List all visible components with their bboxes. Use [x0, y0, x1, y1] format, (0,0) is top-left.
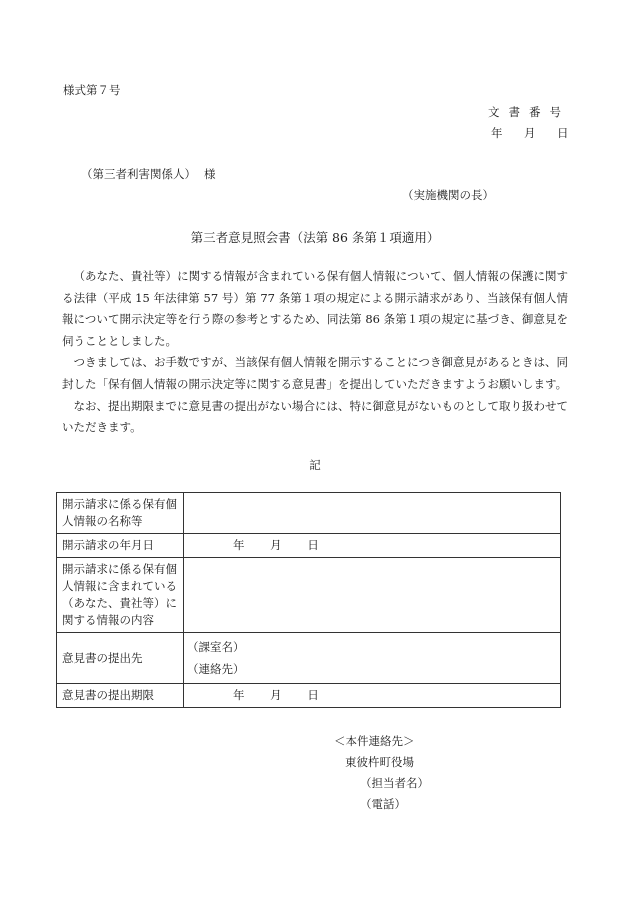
sender: （実施機関の長）	[402, 188, 494, 202]
table-row	[57, 684, 561, 708]
table-row	[57, 633, 561, 684]
request-date-month: 月	[270, 538, 282, 552]
info-table	[56, 492, 561, 708]
request-date-day: 日	[307, 538, 319, 552]
body-paragraph-2: つきましては、お手数ですが、当該保有個人情報を開示することにつき御意見があるときは、同封した「保有個人情報の開示決定等に関する意見書」を提出していただきますようお願いします。	[62, 355, 568, 391]
issue-date-month: 月	[524, 126, 536, 140]
deadline-month: 月	[270, 688, 282, 702]
value-info-content[interactable]	[184, 558, 561, 633]
contact-heading: ＜本件連絡先＞	[334, 734, 415, 748]
row-label-request-date: 開示請求の年月日	[57, 534, 184, 558]
request-date-year: 年	[233, 538, 245, 552]
value-deadline[interactable]	[184, 684, 561, 708]
table-row	[57, 534, 561, 558]
body-text	[62, 266, 568, 439]
deadline-day: 日	[307, 688, 319, 702]
row-label-info-name: 開示請求に係る保有個人情報の名称等	[57, 493, 184, 534]
submit-to-contact: （連絡先）	[187, 662, 245, 676]
form-number: 様式第７号	[63, 83, 121, 97]
body-paragraph-3: なお、提出期限までに意見書の提出がない場合には、特に御意見がないものとして取り扱わせていただきます。	[62, 398, 568, 435]
recipient: （第三者利害関係人）	[81, 167, 196, 181]
row-label-deadline: 意見書の提出期限	[57, 684, 184, 708]
row-label-info-content: 開示請求に係る保有個人情報に含まれている（あなた、貴社等）に関する情報の内容	[57, 558, 184, 633]
value-request-date[interactable]	[184, 534, 561, 558]
document-number: 文書番号	[488, 105, 570, 119]
issue-date-year: 年	[491, 126, 503, 140]
submit-to-section: （課室名）	[187, 640, 245, 654]
table-row	[57, 558, 561, 633]
recipient-honorific: 様	[204, 167, 216, 181]
document-title: 第三者意見照会書（法第 86 条第１項適用）	[190, 230, 440, 245]
row-label-submit-to: 意見書の提出先	[57, 633, 184, 684]
table-row	[57, 493, 561, 534]
ki-heading: 記	[309, 458, 321, 472]
issue-date-day: 日	[557, 126, 569, 140]
contact-office: 東彼杵町役場	[345, 755, 414, 769]
contact-phone: （電話）	[360, 797, 406, 811]
deadline-year: 年	[233, 688, 245, 702]
value-info-name[interactable]	[184, 493, 561, 534]
value-submit-to[interactable]	[184, 633, 561, 684]
contact-person: （担当者名）	[360, 776, 429, 790]
body-paragraph-1: （あなた、貴社等）に関する情報が含まれている保有個人情報について、個人情報の保護に関する法律（平成 15 年法律第 57 号）第 77 条第１項の規定による開示請求があり、当該保有個人情報について開示決定等を行う際の参考とするため、同法第 86 条第１項の規定に基づき、御意見を伺うこととしました。	[62, 269, 568, 348]
